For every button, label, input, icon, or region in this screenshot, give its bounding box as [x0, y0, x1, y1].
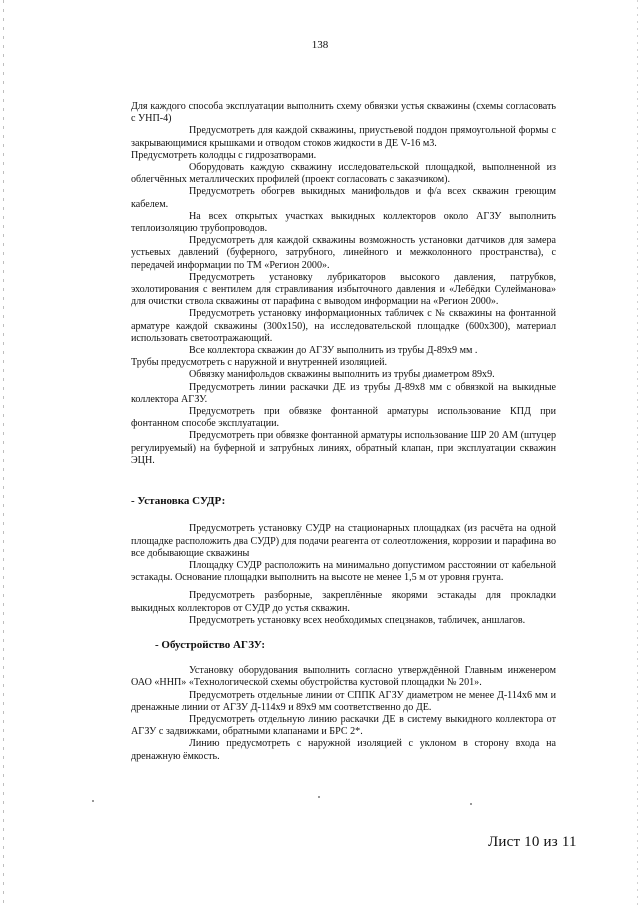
paragraph: Предусмотреть установку лубрикаторов высокого давления, патрубков, эхолотирования с вентилем для стравливания избыточного давления и «Лебёдки Сулейманова» для очистки ствола скважины от парафина с выводом информации на «Регион 2000». — [131, 271, 556, 308]
scan-edge-right — [637, 0, 638, 905]
section-heading-agzu: - Обустройство АГЗУ: — [155, 638, 266, 651]
paragraph: На всех открытых участках выкидных коллекторов около АГЗУ выполнить теплоизоляцию трубопроводов. — [131, 210, 556, 235]
paragraph: Для каждого способа эксплуатации выполнить схему обвязки устья скважины (схемы согласовать с УНП-4) — [131, 101, 556, 125]
paragraph: Все коллектора скважин до АГЗУ выполнить из трубы Д-89х9 мм . — [189, 345, 478, 357]
paragraph: Предусмотреть колодцы с гидрозатворами. — [131, 149, 317, 161]
document-body — [131, 101, 556, 763]
page-number: 138 — [311, 39, 329, 51]
scan-speck — [318, 796, 320, 798]
paragraph: Предусмотреть обогрев выкидных манифольдов и ф/а всех скважин греющим кабелем. — [131, 186, 556, 210]
paragraph: Предусмотреть разборные, закреплённые якорями эстакады для прокладки выкидных коллекторов от СУДР до устья скважин. — [131, 590, 556, 614]
paragraph: Обвязку манифольдов скважины выполнить из трубы диаметром 89х9. — [189, 369, 495, 381]
paragraph: Оборудовать каждую скважину исследовательской площадкой, выполненной из облегчённых металлических профилей (проект согласовать с заказчиком). — [131, 162, 556, 186]
paragraph: Предусмотреть отдельные линии от СППК АГЗУ диаметром не менее Д-114х6 мм и дренажные линии от АГЗУ Д-114х9 и 89х9 мм соответственно до ДЕ. — [131, 689, 556, 713]
paragraph: Предусмотреть линии раскачки ДЕ из трубы Д-89х8 мм с обвязкой на выкидные коллектора АГЗУ. — [131, 381, 556, 405]
section-heading-suds: - Установка СУДР: — [131, 495, 226, 508]
paragraph: Предусмотреть установку всех необходимых спецзнаков, табличек, аншлагов. — [189, 614, 526, 626]
paragraph: Предусмотреть для каждой скважины возможность установки датчиков для замера устьевых давлений (буферного, затрубного, линейного и межколонного пространства), с передачей информации по ТМ «Регион 2000». — [131, 235, 556, 271]
paragraph: Трубы предусмотреть с наружной и внутренней изоляцией. — [131, 357, 388, 369]
paragraph: Линию предусмотреть с наружной изоляцией с уклоном в сторону входа на дренажную ёмкость. — [131, 738, 556, 762]
sheet-number: Лист 10 из 11 — [488, 834, 577, 850]
paragraph: Предусмотреть при обвязке фонтанной арматуры использование ШР 20 АМ (штуцер регулируемый) на буферной и затрубных линиях, обратный клапан, при эксплуатации скважин ЭЦН. — [131, 430, 556, 466]
paragraph: Площадку СУДР расположить на минимально допустимом расстоянии от кабельной эстакады. Основание площадки выполнить на высоте не менее 1,5 м от уровня грунта. — [131, 559, 556, 584]
paragraph: Предусмотреть отдельную линию раскачки ДЕ в систему выкидного коллектора от АГЗУ с задвижками, обратными клапанами и БРС 2*. — [131, 713, 556, 738]
paragraph: Предусмотреть установку информационных табличек с № скважины на фонтанной арматуре каждой скважины (300х150), на исследовательской площадке (600х300), материал использовать светоотражающий. — [131, 308, 556, 344]
paragraph: Предусмотреть при обвязке фонтанной арматуры использование КПД при фонтанном способе эксплуатации. — [131, 406, 556, 430]
scan-speck — [92, 800, 94, 802]
paragraph: Предусмотреть установку СУДР на стационарных площадках (из расчёта на одной площадке расположить два СУДР) для подачи реагента от солеотложения, коррозии и парафина во все добывающие скважины — [131, 523, 556, 559]
scan-edge-left — [3, 0, 4, 905]
paragraph: Предусмотреть для каждой скважины, приустьевой поддон прямоугольной формы с закрывающимися крышками и отводом стоков жидкости в ДЕ V-16 м3. — [131, 125, 556, 149]
scan-speck — [470, 803, 472, 805]
paragraph: Установку оборудования выполнить согласно утверждённой Главным инженером ОАО «ННП» «Технологической схемы обустройства кустовой площадки № 201». — [131, 665, 556, 689]
